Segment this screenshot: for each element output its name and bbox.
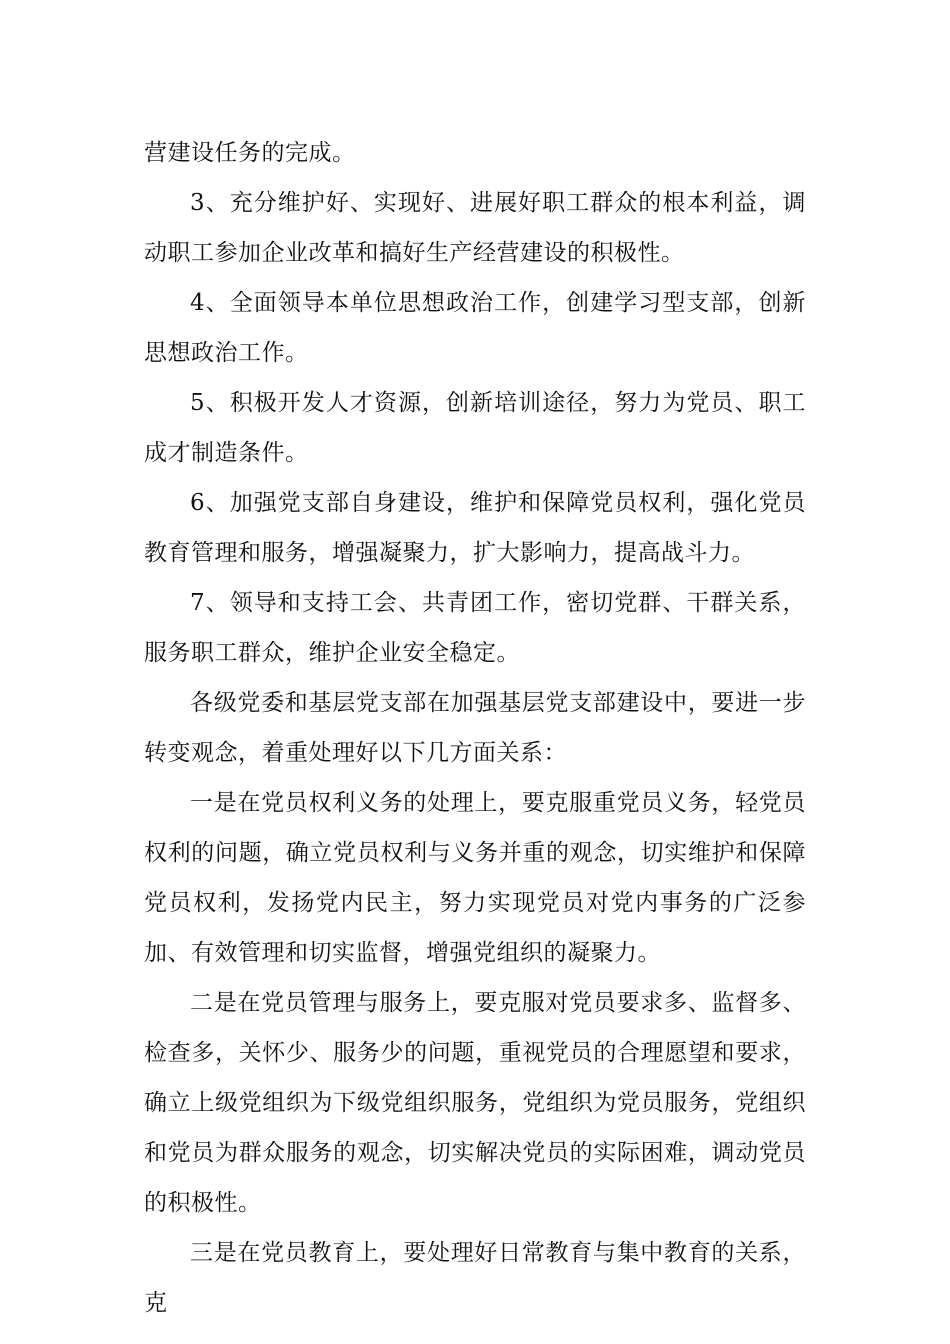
document-body (144, 128, 806, 1328)
paragraph-relation-1: 一是在党员权利义务的处理上，要克服重党员义务，轻党员权利的问题，确立党员权利与义务并重的观念，切实维护和保障党员权利，发扬党内民主，努力实现党员对党内事务的广泛参加、有效管理和切实监督，增强党组织的凝聚力。 (144, 790, 806, 966)
paragraph-item-6: 6、加强党支部自身建设，维护和保障党员权利，强化党员教育管理和服务，增强凝聚力，扩大影响力，提高战斗力。 (144, 490, 806, 566)
paragraph-relation-3: 三是在党员教育上，要处理好日常教育与集中教育的关系，克 (144, 1240, 806, 1316)
paragraph-continuation: 营建设任务的完成。 (144, 140, 356, 166)
paragraph-item-7: 7、领导和支持工会、共青团工作，密切党群、干群关系，服务职工群众，维护企业安全稳定。 (144, 590, 806, 666)
paragraph-item-3: 3、充分维护好、实现好、进展好职工群众的根本利益，调动职工参加企业改革和搞好生产经营建设的积极性。 (144, 190, 806, 266)
paragraph-item-4: 4、全面领导本单位思想政治工作，创建学习型支部，创新思想政治工作。 (144, 290, 806, 366)
paragraph-intro-relations: 各级党委和基层党支部在加强基层党支部建设中，要进一步转变观念，着重处理好以下几方面关系： (144, 690, 806, 766)
paragraph-item-5: 5、积极开发人才资源，创新培训途径，努力为党员、职工成才制造条件。 (144, 390, 806, 466)
paragraph-relation-2: 二是在党员管理与服务上，要克服对党员要求多、监督多、检查多，关怀少、服务少的问题，重视党员的合理愿望和要求，确立上级党组织为下级党组织服务，党组织为党员服务，党组织和党员为群众服务的观念，切实解决党员的实际困难，调动党员的积极性。 (144, 990, 806, 1216)
